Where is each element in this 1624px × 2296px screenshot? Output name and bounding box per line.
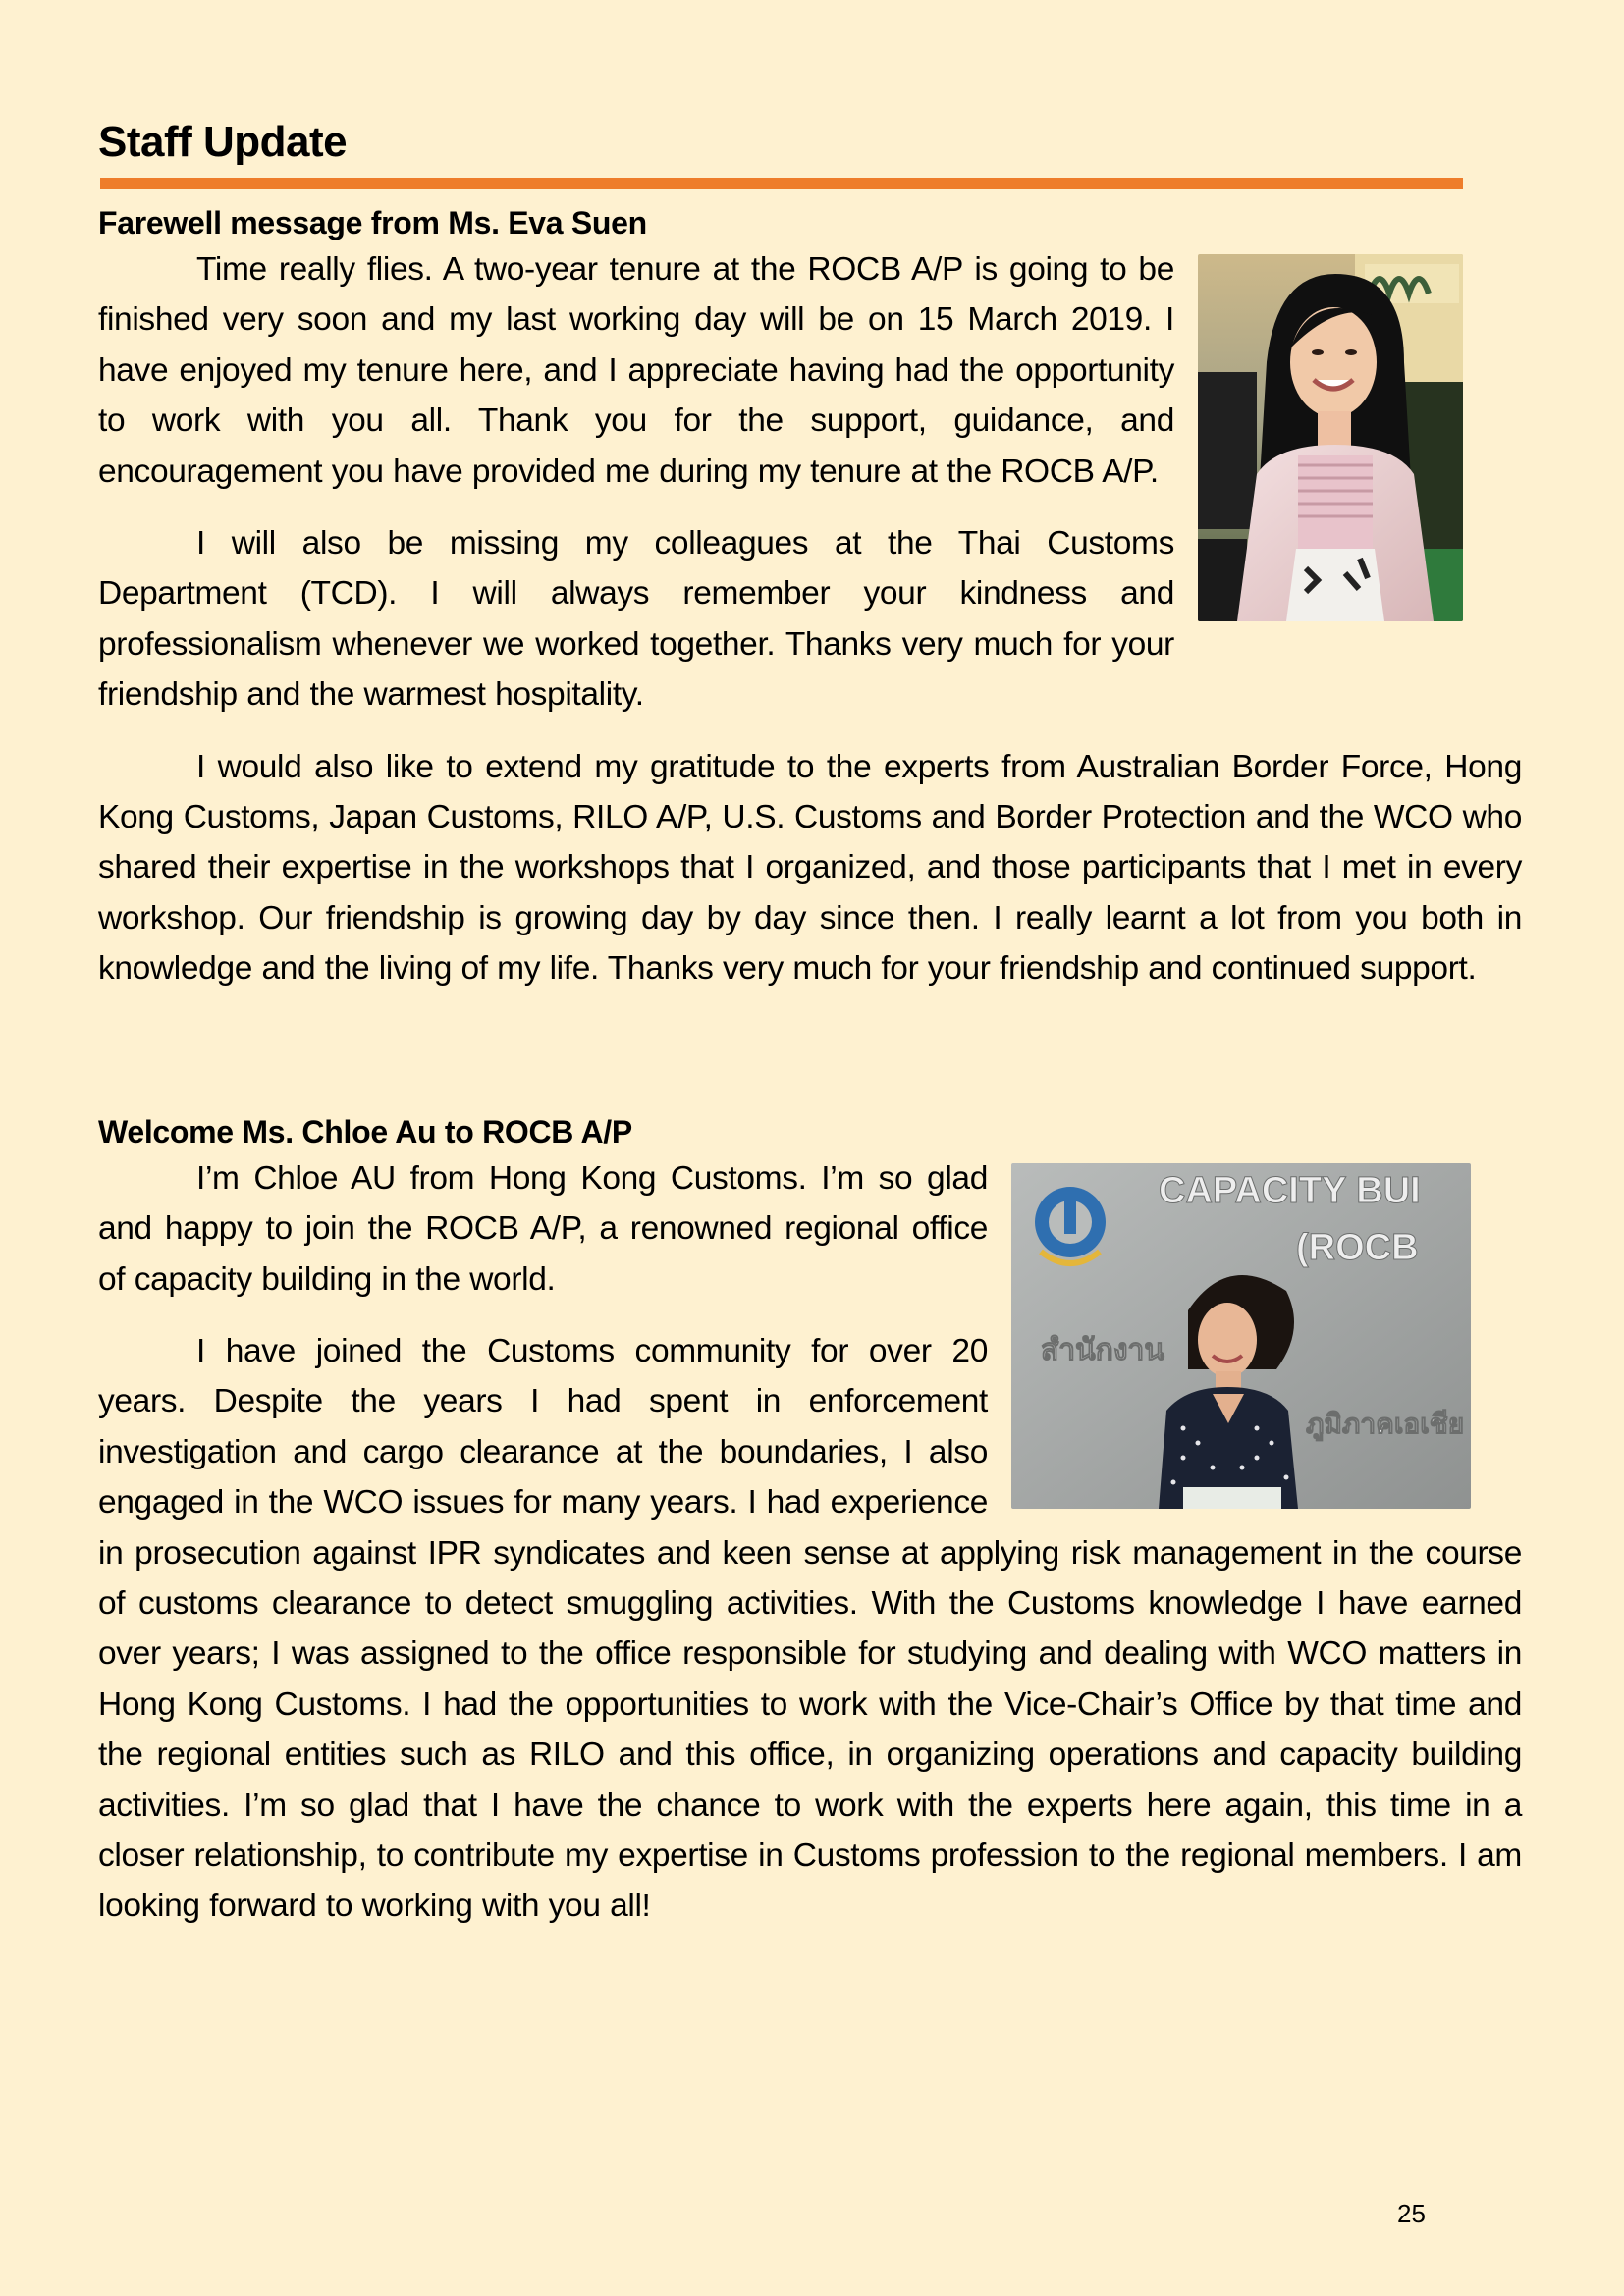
document-page xyxy=(98,113,1522,1953)
photo-sign-text: CAPACITY BUI xyxy=(1159,1169,1421,1211)
photo-sign-text: (ROCB xyxy=(1296,1226,1419,1268)
farewell-paragraph: I would also like to extend my gratitude to the experts from Australian Border Force, Hong Kong Customs, Japan Customs, RILO A/P, U.S. Customs and Border Protection and the WCO who shared their expertise in the workshops that I organized, and those participants that I met in every workshop. Our friendship is growing day by day since then. I really learnt a lot from you both in knowledge and the living of my life. Thanks very much for your friendship and continued support. xyxy=(98,748,1522,988)
welcome-paragraph: I have joined the Customs community for over 20 years. Despite the years I had spent in enforcement investigation and cargo clearance at the boundaries, I also engaged in the WCO issues for many years. I had experience in prosecution against IPR syndicates and keen sense at applying risk management in the course of customs clearance to detect smuggling activities. With the Customs knowledge I have earned over years; I was assigned to the office responsible for studying and dealing with WCO matters in Hong Kong Customs. I had the opportunities to work with the Vice-Chair’s Office by that time and the regional entities such as RILO and this office, in organizing operations and capacity building activities. I’m so glad that I have the chance to work with the experts here again, this time in a closer relationship, to contribute my expertise in Customs profession to the regional members. I am looking forward to working with you all! xyxy=(98,1332,1522,1925)
page-title: Staff Update xyxy=(98,118,348,166)
page-number: 25 xyxy=(1397,2199,1426,2228)
welcome-heading: Welcome Ms. Chloe Au to ROCB A/P xyxy=(98,1113,632,1149)
farewell-paragraph: I will also be missing my colleagues at the Thai Customs Department (TCD). I will always remember your kindness and professionalism whenever we worked together. Thanks very much for your friendship and the warmest hospitality. xyxy=(98,525,1174,714)
welcome-paragraph: I’m Chloe AU from Hong Kong Customs. I’m so glad and happy to join the ROCB A/P, a renowned regional office of capacity building in the world. xyxy=(98,1159,988,1298)
farewell-section xyxy=(98,201,1522,1016)
welcome-section xyxy=(98,1110,1522,1932)
eva-suen-photo xyxy=(1198,254,1463,621)
farewell-paragraph: Time really flies. A two-year tenure at the ROCB A/P is going to be finished very soon and my last working day will be on 15 March 2019. I have enjoyed my tenure here, and I appreciate having had the opportunity to work with you all. Thank you for the support, guidance, and encouragement you have provided me during my tenure at the ROCB A/P. xyxy=(98,251,1174,490)
farewell-heading: Farewell message from Ms. Eva Suen xyxy=(98,205,647,240)
orange-divider xyxy=(100,178,1463,189)
photo-sign-text: สำนักงาน xyxy=(1041,1332,1164,1367)
chloe-au-photo xyxy=(1011,1163,1471,1509)
photo-sign-text: ภูมิภาคเอเชีย xyxy=(1306,1407,1465,1440)
